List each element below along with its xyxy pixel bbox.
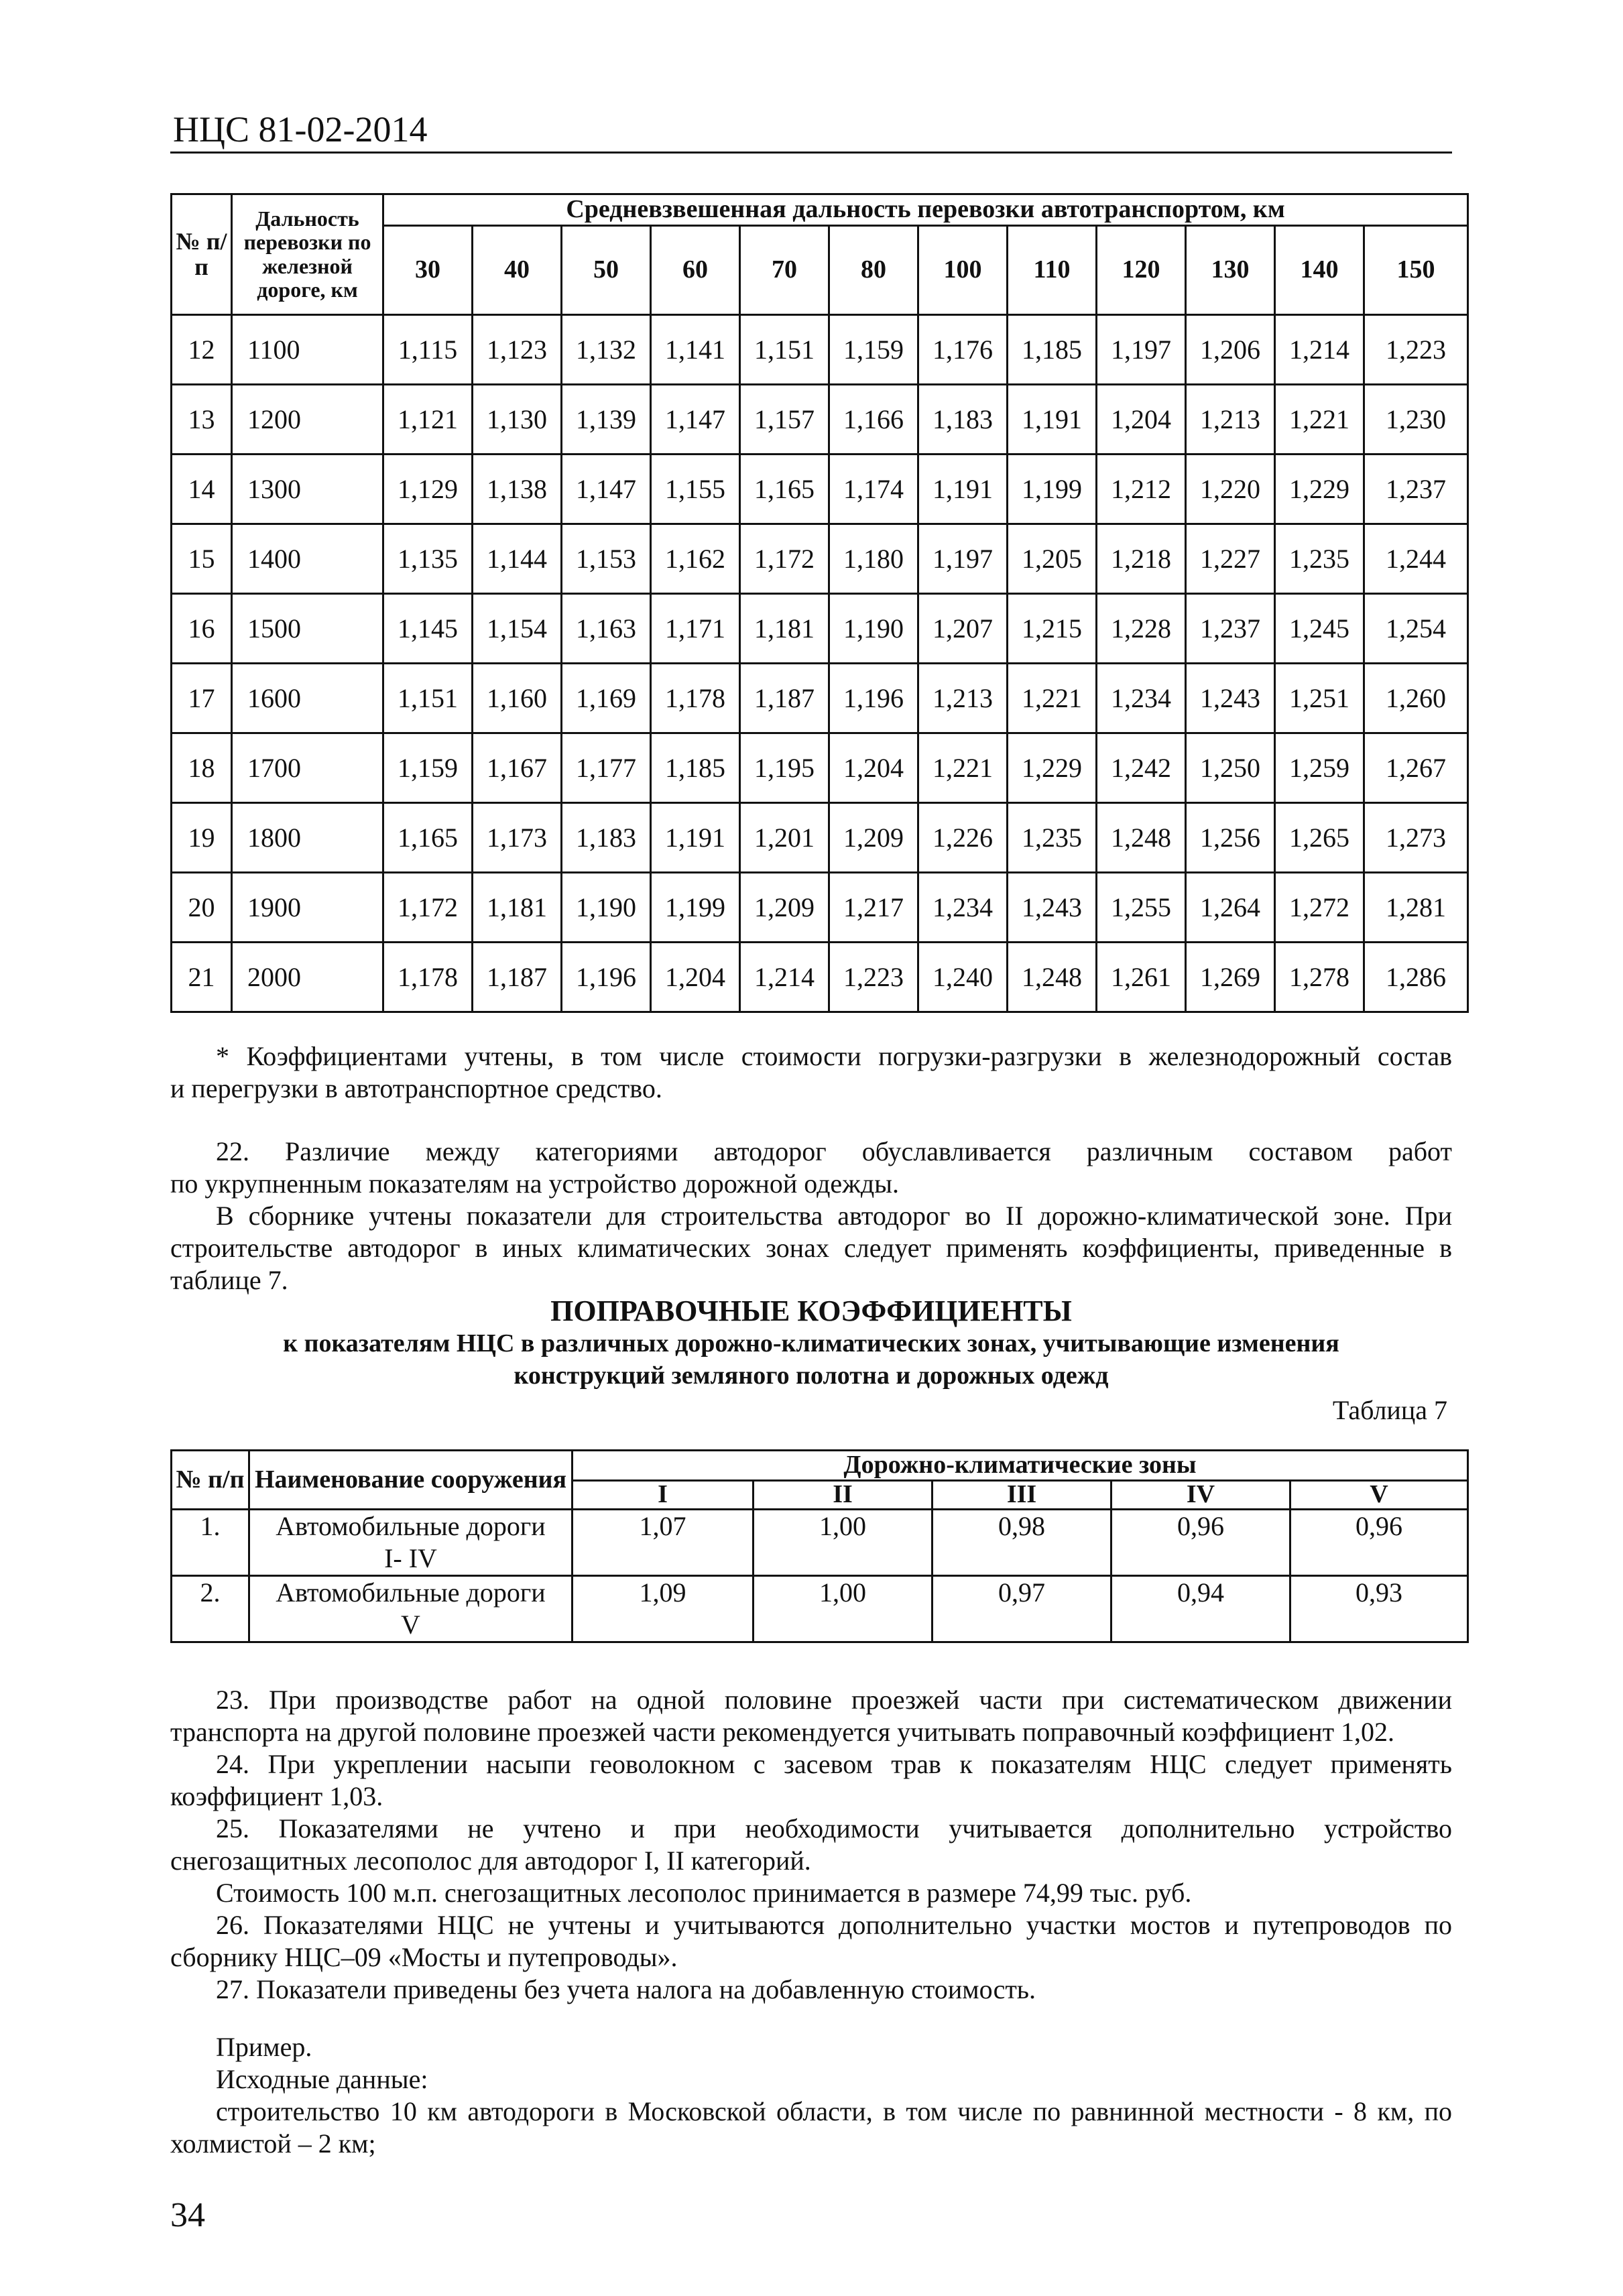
coefficient-cell: 1,197	[918, 524, 1008, 594]
structure-category-line: V	[401, 1610, 420, 1640]
coefficient-cell: 1,248	[1008, 943, 1097, 1012]
coefficient-cell: 1,254	[1364, 594, 1468, 664]
climate-zones-table	[170, 1449, 1469, 1643]
coefficient-cell: 1,157	[740, 385, 829, 455]
paragraph-line: снегозащитных лесополос для автодорог I, II категорий.	[170, 1846, 811, 1876]
coefficient-cell: 1,147	[562, 455, 651, 524]
coefficient-cell: 1,213	[918, 664, 1008, 733]
paragraph-line: по укрупненным показателям на устройство дорожной одежды.	[170, 1168, 900, 1199]
zone-coefficient-cell: 0,93	[1290, 1576, 1468, 1642]
row-number-cell: 21	[172, 943, 232, 1012]
table-row	[172, 943, 1468, 1012]
table-row	[172, 733, 1468, 803]
coefficient-cell: 1,183	[562, 803, 651, 873]
coefficient-cell: 1,183	[918, 385, 1008, 455]
zone-coefficient-cell: 1,00	[754, 1510, 933, 1576]
coefficient-cell: 1,234	[918, 873, 1008, 943]
coefficient-cell: 1,155	[651, 455, 740, 524]
row-number-cell: 18	[172, 733, 232, 803]
coefficient-cell: 1,159	[829, 315, 918, 385]
coefficient-cell: 1,281	[1364, 873, 1468, 943]
section-subtitle: к показателям НЦС в различных дорожно-климатических зонах, учитывающие изменения	[283, 1329, 1339, 1357]
coefficient-cell: 1,272	[1275, 873, 1364, 943]
row-number-cell: 15	[172, 524, 232, 594]
coefficient-cell: 1,218	[1097, 524, 1186, 594]
coefficient-cell: 1,245	[1275, 594, 1364, 664]
coefficients-table-head	[172, 194, 1468, 315]
coefficient-cell: 1,176	[918, 315, 1008, 385]
coefficient-cell: 1,206	[1186, 315, 1275, 385]
zone-coefficient-cell: 0,97	[933, 1576, 1111, 1642]
coefficient-cell: 1,121	[383, 385, 473, 455]
example-line: холмистой – 2 км;	[170, 2128, 376, 2159]
coefficient-cell: 1,191	[651, 803, 740, 873]
rail-distance-cell: 1700	[232, 733, 383, 803]
coefficient-cell: 1,235	[1008, 803, 1097, 873]
super-header-zones: Дорожно-климатические зоны	[573, 1451, 1468, 1481]
coefficient-cell: 1,165	[740, 455, 829, 524]
coefficients-table-body	[172, 315, 1468, 1012]
paragraph-line: коэффициент 1,03.	[170, 1781, 383, 1811]
coefficient-cell: 1,205	[1008, 524, 1097, 594]
section-title: ПОПРАВОЧНЫЕ КОЭФФИЦИЕНТЫ	[550, 1294, 1072, 1327]
table-row	[172, 385, 1468, 455]
coefficient-cell: 1,234	[1097, 664, 1186, 733]
coefficient-cell: 1,213	[1186, 385, 1275, 455]
coefficient-cell: 1,172	[383, 873, 473, 943]
coefficient-cell: 1,153	[562, 524, 651, 594]
coefficient-cell: 1,196	[562, 943, 651, 1012]
row-number-cell: 12	[172, 315, 232, 385]
zone-header-cell: II	[754, 1481, 933, 1510]
coefficient-cell: 1,259	[1275, 733, 1364, 803]
coefficient-cell: 1,147	[651, 385, 740, 455]
coefficient-cell: 1,243	[1008, 873, 1097, 943]
coefficient-cell: 1,235	[1275, 524, 1364, 594]
coefficient-cell: 1,173	[473, 803, 562, 873]
row-number-cell: 2.	[172, 1576, 249, 1642]
header-rule	[170, 152, 1452, 154]
coefficient-cell: 1,273	[1364, 803, 1468, 873]
coefficient-cell: 1,260	[1364, 664, 1468, 733]
distance-header-cell: 30	[383, 226, 473, 315]
coefficient-cell: 1,227	[1186, 524, 1275, 594]
coefficient-cell: 1,229	[1008, 733, 1097, 803]
coefficient-cell: 1,204	[651, 943, 740, 1012]
climate-zones-table-body	[172, 1510, 1468, 1642]
coefficient-cell: 1,190	[829, 594, 918, 664]
table-row	[172, 524, 1468, 594]
zone-coefficient-cell: 0,94	[1111, 1576, 1290, 1642]
coefficient-cell: 1,243	[1186, 664, 1275, 733]
structure-name-line: Автомобильные дороги	[276, 1577, 546, 1608]
coefficient-cell: 1,212	[1097, 455, 1186, 524]
row-number-cell: 17	[172, 664, 232, 733]
coefficient-cell: 1,145	[383, 594, 473, 664]
paragraph-22	[170, 1136, 1452, 1296]
coefficient-cell: 1,185	[651, 733, 740, 803]
coefficient-cell: 1,174	[829, 455, 918, 524]
footnote-line: и перегрузки в автотранспортное средство.	[170, 1073, 662, 1103]
rail-distance-cell: 1400	[232, 524, 383, 594]
paragraph-line: Стоимость 100 м.п. снегозащитных лесополос принимается в размере 74,99 тыс. руб.	[216, 1878, 1192, 1908]
coefficient-cell: 1,154	[473, 594, 562, 664]
coefficient-cell: 1,214	[740, 943, 829, 1012]
coefficient-cell: 1,237	[1186, 594, 1275, 664]
coefficient-cell: 1,221	[1275, 385, 1364, 455]
coefficient-cell: 1,220	[1186, 455, 1275, 524]
coefficient-cell: 1,135	[383, 524, 473, 594]
paragraph-line: 25. Показателями не учтено и при необходимости учитывается дополнительно устройство	[216, 1813, 1452, 1844]
paragraph-line: строительстве автодорог в иных климатических зонах следует применять коэффициенты, приведенные в	[170, 1233, 1452, 1263]
coefficient-cell: 1,132	[562, 315, 651, 385]
zone-header-cell: III	[933, 1481, 1111, 1510]
paragraph-line: 22. Различие между категориями автодорог обуславливается различным составом работ	[216, 1136, 1452, 1166]
paragraph-line: транспорта на другой половине проезжей части рекомендуется учитывать поправочный коэффициент 1,02.	[170, 1717, 1395, 1747]
rail-distance-cell: 1800	[232, 803, 383, 873]
coefficient-cell: 1,240	[918, 943, 1008, 1012]
zone-coefficient-cell: 1,07	[573, 1510, 754, 1576]
coefficient-cell: 1,199	[1008, 455, 1097, 524]
coefficient-cell: 1,160	[473, 664, 562, 733]
coefficient-cell: 1,250	[1186, 733, 1275, 803]
coefficient-cell: 1,163	[562, 594, 651, 664]
coefficient-cell: 1,256	[1186, 803, 1275, 873]
coefficient-cell: 1,191	[918, 455, 1008, 524]
coefficient-cell: 1,159	[383, 733, 473, 803]
zone-coefficient-cell: 0,96	[1111, 1510, 1290, 1576]
table-row	[172, 594, 1468, 664]
coefficient-cell: 1,229	[1275, 455, 1364, 524]
distance-header-cell: 140	[1275, 226, 1364, 315]
coefficient-cell: 1,167	[473, 733, 562, 803]
coefficient-cell: 1,115	[383, 315, 473, 385]
coefficient-cell: 1,171	[651, 594, 740, 664]
rail-distance-cell: 1300	[232, 455, 383, 524]
coefficient-cell: 1,226	[918, 803, 1008, 873]
table-row	[172, 1576, 1468, 1642]
distance-header-cell: 100	[918, 226, 1008, 315]
coefficient-cell: 1,181	[740, 594, 829, 664]
coefficient-cell: 1,197	[1097, 315, 1186, 385]
col-header-name: Наименование сооружения	[249, 1451, 573, 1510]
distance-header-cell: 110	[1008, 226, 1097, 315]
coefficient-cell: 1,141	[651, 315, 740, 385]
coefficient-cell: 1,195	[740, 733, 829, 803]
zone-header-cell: IV	[1111, 1481, 1290, 1510]
coefficient-cell: 1,242	[1097, 733, 1186, 803]
row-number-cell: 14	[172, 455, 232, 524]
coefficient-cell: 1,139	[562, 385, 651, 455]
coefficient-cell: 1,201	[740, 803, 829, 873]
coefficient-cell: 1,267	[1364, 733, 1468, 803]
table-row	[172, 455, 1468, 524]
rail-distance-cell: 1900	[232, 873, 383, 943]
zone-header-cell: I	[573, 1481, 754, 1510]
section-subtitle: конструкций земляного полотна и дорожных одежд	[514, 1362, 1109, 1390]
climate-zones-table-head	[172, 1451, 1468, 1510]
rail-distance-cell: 1500	[232, 594, 383, 664]
coefficient-cell: 1,209	[829, 803, 918, 873]
rail-distance-cell: 1200	[232, 385, 383, 455]
distance-header-cell: 60	[651, 226, 740, 315]
paragraphs-23-27	[170, 1684, 1452, 2006]
table-label: Таблица 7	[1332, 1395, 1447, 1425]
table-row	[172, 873, 1468, 943]
footnote-line: * Коэффициентами учтены, в том числе стоимости погрузки-разгрузки в железнодорожный состав	[216, 1041, 1452, 1071]
rail-distance-cell: 2000	[232, 943, 383, 1012]
coefficient-cell: 1,190	[562, 873, 651, 943]
coefficient-cell: 1,286	[1364, 943, 1468, 1012]
coefficient-cell: 1,217	[829, 873, 918, 943]
zone-header-cell: V	[1290, 1481, 1468, 1510]
coefficient-cell: 1,181	[473, 873, 562, 943]
example-title: Пример.	[216, 2032, 312, 2062]
coefficient-cell: 1,223	[829, 943, 918, 1012]
coefficient-cell: 1,204	[829, 733, 918, 803]
distance-header-cell: 70	[740, 226, 829, 315]
coefficient-cell: 1,209	[740, 873, 829, 943]
coefficient-cell: 1,228	[1097, 594, 1186, 664]
coefficient-cell: 1,138	[473, 455, 562, 524]
coefficient-cell: 1,214	[1275, 315, 1364, 385]
row-number-cell: 20	[172, 873, 232, 943]
distance-header-cell: 150	[1364, 226, 1468, 315]
coefficient-cell: 1,162	[651, 524, 740, 594]
paragraph-line: 23. При производстве работ на одной половине проезжей части при систематическом движении	[216, 1685, 1452, 1715]
structure-name-cell	[249, 1576, 573, 1642]
structure-name-cell	[249, 1510, 573, 1576]
distance-header-cell: 50	[562, 226, 651, 315]
coefficient-cell: 1,185	[1008, 315, 1097, 385]
coefficient-cell: 1,248	[1097, 803, 1186, 873]
paragraph-line: 26. Показателями НЦС не учтены и учитываются дополнительно участки мостов и путепроводов по	[216, 1910, 1452, 1940]
example-input: Исходные данные:	[216, 2064, 428, 2094]
paragraph-line: 24. При укреплении насыпи геоволокном с засевом трав к показателям НЦС следует применять	[216, 1749, 1452, 1779]
distance-header-cell: 130	[1186, 226, 1275, 315]
coefficient-cell: 1,251	[1275, 664, 1364, 733]
footnote	[170, 1040, 1452, 1105]
coefficient-cell: 1,221	[1008, 664, 1097, 733]
coefficient-cell: 1,144	[473, 524, 562, 594]
coefficient-cell: 1,207	[918, 594, 1008, 664]
coefficient-cell: 1,221	[918, 733, 1008, 803]
coefficient-cell: 1,178	[651, 664, 740, 733]
table-row	[172, 664, 1468, 733]
distance-header-cell: 80	[829, 226, 918, 315]
paragraph-line: В сборнике учтены показатели для строительства автодорог во II дорожно-климатической зоне. При	[216, 1201, 1452, 1231]
paragraph-line: таблице 7.	[170, 1265, 288, 1295]
page-number: 34	[170, 2196, 205, 2234]
coefficient-cell: 1,169	[562, 664, 651, 733]
table-row	[172, 315, 1468, 385]
coefficient-cell: 1,196	[829, 664, 918, 733]
coefficient-cell: 1,199	[651, 873, 740, 943]
col-header-no: № п/п	[172, 194, 232, 315]
coefficient-cell: 1,130	[473, 385, 562, 455]
row-number-cell: 13	[172, 385, 232, 455]
coefficient-cell: 1,187	[473, 943, 562, 1012]
example-block	[170, 2031, 1452, 2160]
structure-name-line: Автомобильные дороги	[276, 1511, 546, 1541]
coefficient-cell: 1,191	[1008, 385, 1097, 455]
coefficients-table	[170, 193, 1469, 1013]
super-header-auto-distance: Средневзвешенная дальность перевозки автотранспортом, км	[383, 194, 1468, 226]
zone-coefficient-cell: 1,00	[754, 1576, 933, 1642]
coefficient-cell: 1,166	[829, 385, 918, 455]
zone-coefficient-cell: 0,98	[933, 1510, 1111, 1576]
distance-header-cell: 120	[1097, 226, 1186, 315]
document-code: НЦС 81-02-2014	[173, 109, 428, 149]
coefficient-cell: 1,177	[562, 733, 651, 803]
paragraph-line: 27. Показатели приведены без учета налога на добавленную стоимость.	[216, 1974, 1036, 2004]
col-header-rail-distance: Дальность перевозки по железной дороге, км	[232, 194, 383, 315]
coefficient-cell: 1,255	[1097, 873, 1186, 943]
rail-distance-cell: 1100	[232, 315, 383, 385]
col-header-no: № п/п	[172, 1451, 249, 1510]
row-number-cell: 1.	[172, 1510, 249, 1576]
coefficient-cell: 1,230	[1364, 385, 1468, 455]
coefficient-cell: 1,187	[740, 664, 829, 733]
coefficient-cell: 1,178	[383, 943, 473, 1012]
example-line: строительство 10 км автодороги в Московской области, в том числе по равнинной местности - 8 км, по	[216, 2096, 1452, 2126]
table-row	[172, 803, 1468, 873]
zone-coefficient-cell: 1,09	[573, 1576, 754, 1642]
coefficient-cell: 1,261	[1097, 943, 1186, 1012]
zone-coefficient-cell: 0,96	[1290, 1510, 1468, 1576]
coefficient-cell: 1,123	[473, 315, 562, 385]
coefficient-cell: 1,129	[383, 455, 473, 524]
coefficient-cell: 1,237	[1364, 455, 1468, 524]
coefficient-cell: 1,151	[383, 664, 473, 733]
coefficient-cell: 1,151	[740, 315, 829, 385]
coefficient-cell: 1,264	[1186, 873, 1275, 943]
coefficient-cell: 1,278	[1275, 943, 1364, 1012]
row-number-cell: 19	[172, 803, 232, 873]
coefficient-cell: 1,265	[1275, 803, 1364, 873]
coefficient-cell: 1,165	[383, 803, 473, 873]
coefficient-cell: 1,244	[1364, 524, 1468, 594]
table-row	[172, 1510, 1468, 1576]
structure-category-line: I- IV	[384, 1543, 437, 1573]
coefficient-cell: 1,269	[1186, 943, 1275, 1012]
coefficient-cell: 1,172	[740, 524, 829, 594]
paragraph-line: сборнику НЦС–09 «Мосты и путепроводы».	[170, 1942, 678, 1972]
row-number-cell: 16	[172, 594, 232, 664]
distance-header-cell: 40	[473, 226, 562, 315]
coefficient-cell: 1,215	[1008, 594, 1097, 664]
coefficient-cell: 1,180	[829, 524, 918, 594]
coefficient-cell: 1,204	[1097, 385, 1186, 455]
coefficient-cell: 1,223	[1364, 315, 1468, 385]
rail-distance-cell: 1600	[232, 664, 383, 733]
